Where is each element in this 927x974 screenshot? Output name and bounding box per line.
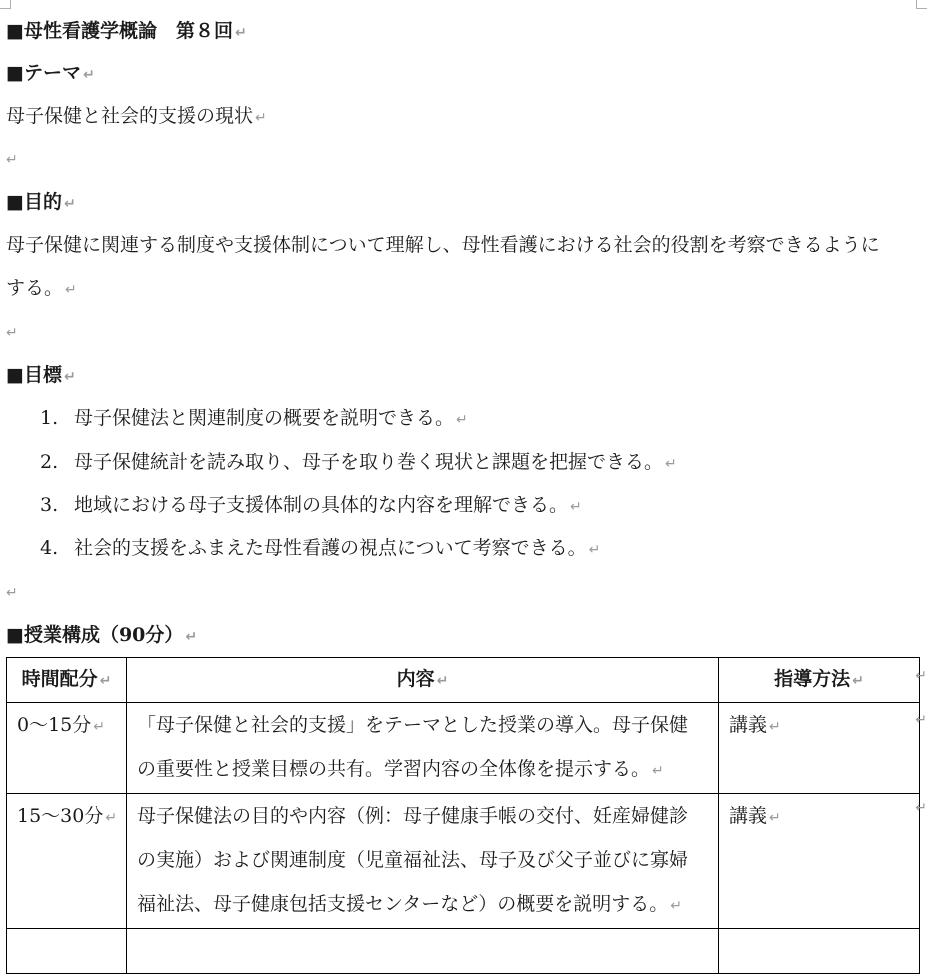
paragraph-mark: ↵ [670, 898, 682, 914]
row-end-mark: ↵ [915, 712, 927, 728]
header-content: 内容 ↵ [127, 658, 719, 703]
paragraph-mark: ↵ [769, 810, 781, 826]
goal-item-1: 1. 母子保健法と関連制度の概要を説明できる。 ↵ [40, 407, 468, 429]
page-corner-mark-left [0, 0, 11, 9]
paragraph-mark: ↵ [185, 629, 198, 645]
content-cell: 「母子保健と社会的支援」をテーマとした授業の導入。母子保健 の重要性と授業目標の共有。学習内容の全体像を提示する。 ↵ [127, 703, 719, 794]
time-cell: 15〜30分 ↵ [7, 794, 127, 929]
empty-paragraph [6, 146, 18, 172]
header-method: 指導方法 ↵ [719, 658, 920, 703]
paragraph-mark: ↵ [852, 673, 864, 689]
paragraph-mark: ↵ [93, 719, 105, 735]
purpose-heading: ■目的 ↵ [6, 191, 76, 213]
paragraph-mark: ↵ [105, 810, 118, 826]
table-row [7, 703, 920, 794]
time-cell [7, 929, 127, 974]
paragraph-mark: ↵ [6, 325, 18, 341]
document-title: ■母性看護学概論 第８回 ↵ [6, 20, 247, 42]
paragraph-mark: ↵ [255, 110, 267, 126]
paragraph-mark: ↵ [769, 719, 781, 735]
header-time: 時間配分 ↵ [7, 658, 127, 703]
purpose-text-line-2: する。 ↵ [6, 277, 77, 299]
paragraph-mark: ↵ [456, 412, 468, 428]
table-header-row [7, 658, 920, 703]
row-end-mark: ↵ [915, 668, 927, 684]
goal-item-3: 3. 地域における母子支援体制の具体的な内容を理解できる。 ↵ [40, 494, 582, 516]
time-cell: 0〜15分 ↵ [7, 703, 127, 794]
paragraph-mark: ↵ [652, 763, 664, 779]
course-structure-table [6, 657, 920, 974]
goal-item-4: 4. 社会的支援をふまえた母性看護の視点について考察できる。 ↵ [40, 537, 601, 559]
method-cell: 講義 ↵ [719, 703, 920, 794]
theme-heading: ■テーマ ↵ [6, 62, 95, 84]
goal-item-2: 2. 母子保健統計を読み取り、母子を取り巻く現状と課題を把握できる。 ↵ [40, 451, 677, 473]
paragraph-mark: ↵ [6, 585, 18, 601]
paragraph-mark: ↵ [234, 25, 247, 41]
content-cell [127, 929, 719, 974]
paragraph-mark: ↵ [436, 673, 449, 689]
paragraph-mark: ↵ [99, 673, 112, 689]
empty-paragraph [6, 319, 18, 345]
paragraph-mark: ↵ [82, 67, 95, 83]
paragraph-mark: ↵ [665, 456, 677, 472]
goals-heading: ■目標 ↵ [6, 364, 76, 386]
paragraph-mark: ↵ [570, 499, 582, 515]
table-row [7, 929, 920, 974]
method-cell: 講義 ↵ [719, 794, 920, 929]
paragraph-mark: ↵ [6, 152, 18, 168]
purpose-text-line-1: 母子保健に関連する制度や支援体制について理解し、母性看護における社会的役割を考察できるように [6, 234, 880, 256]
content-cell: 母子保健法の目的や内容（例：母子健康手帳の交付、妊産婦健診 の実施）および関連制度（児童福祉法、母子及び父子並びに寡婦 福祉法、母子健康包括支援センターなど）の概要を説明する。 ↵ [127, 794, 719, 929]
table-row [7, 794, 920, 929]
empty-paragraph [6, 579, 18, 605]
structure-heading: ■授業構成（90分） ↵ [6, 624, 198, 646]
page-corner-mark-right [916, 0, 927, 9]
paragraph-mark: ↵ [63, 369, 76, 385]
method-cell [719, 929, 920, 974]
row-end-mark: ↵ [915, 800, 927, 816]
paragraph-mark: ↵ [65, 282, 77, 298]
paragraph-mark: ↵ [588, 542, 601, 558]
theme-text: 母子保健と社会的支援の現状 ↵ [6, 105, 267, 127]
paragraph-mark: ↵ [63, 196, 76, 212]
